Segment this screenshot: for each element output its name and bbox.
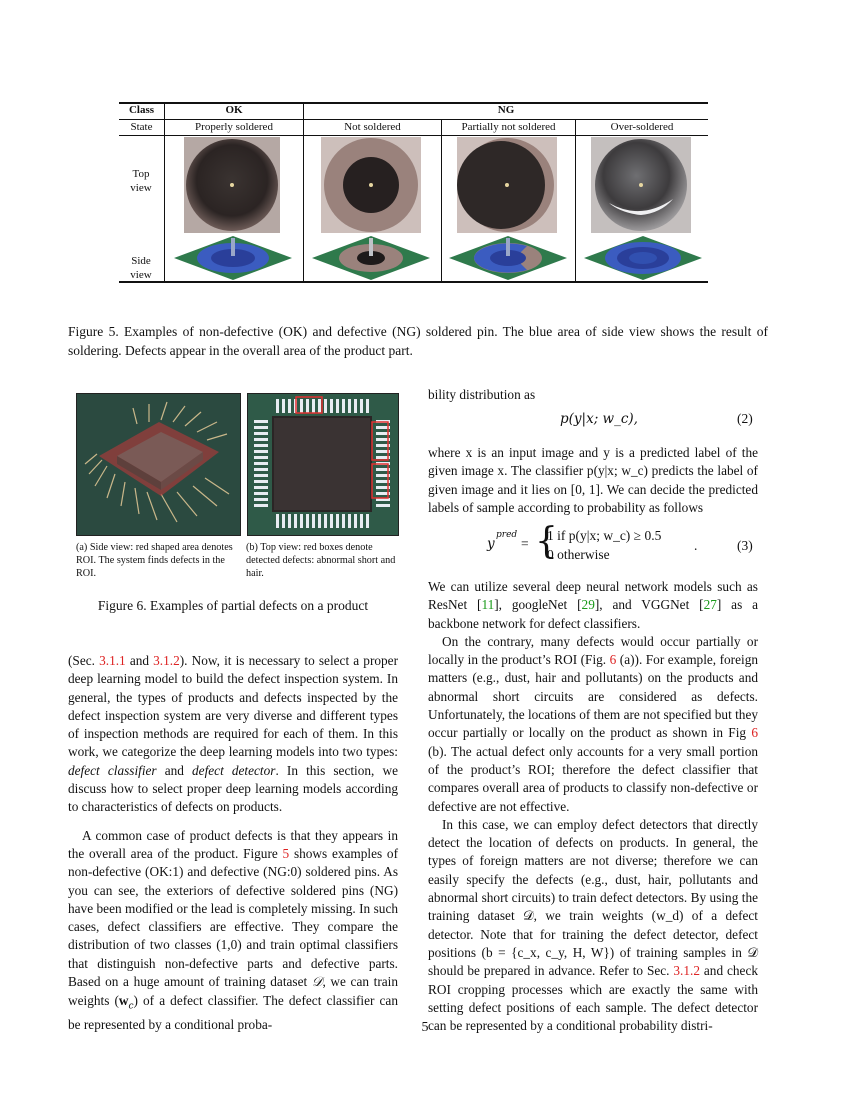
state-not-soldered: Not soldered: [344, 121, 401, 133]
side-view-not-soldered: [312, 236, 430, 280]
right-column-top: [428, 386, 758, 404]
state-properly-soldered: Properly soldered: [195, 121, 273, 133]
paragraph-classifier: A common case of product defects is that they appears in the overall area of the product. Figure 5 shows examples of non-defective (OK:1) and defective (NG:0) soldered pins. As you can see, the exteriors of defective soldered pins (NG) have been modified or the lead is completely missing. In such cases, defect classifiers are effective. They compare the distribution of two classes (1,0) and train optimal classifiers that distinguish non-defective parts and defective parts. Based on a huge amount of training dataset 𝒟, we can train weights $(w_c)$ of a defect classifier. The defect classifier can be represented by a conditional proba-: [68, 827, 398, 1033]
figure-5-table: [119, 102, 708, 282]
figure-6-caption: Figure 6. Examples of partial defects on a product: [97, 598, 369, 613]
ref-11[interactable]: 11: [481, 597, 495, 613]
side-view-over-soldered: [584, 236, 702, 280]
header-class: Class: [128, 104, 155, 116]
right-column-body: [428, 578, 758, 1035]
page-number: 5: [421, 1020, 429, 1035]
paragraph-backbones: We can utilize several deep neural network models such as ResNet [11], googleNet [29], and VGGNet [27] as a backbone network for defect classifiers.: [428, 579, 758, 631]
state-partially-not-soldered: Partially not soldered: [461, 121, 556, 133]
figure-5-caption: Figure 5. Examples of non-defective (OK) and defective (NG) soldered pin. The blue area of side view shows the result of soldering. Defects appear in the overall area of the product part.: [68, 324, 768, 358]
ref-figure-6b[interactable]: 6: [751, 725, 758, 741]
ref-figure-5[interactable]: 5: [282, 845, 290, 861]
ref-sec-3-1-2-b[interactable]: 3.1.2: [673, 963, 700, 979]
equation-2-number: (2): [737, 411, 753, 426]
figure-6b-image: [247, 393, 399, 536]
ref-figure-6a[interactable]: 6: [609, 652, 617, 668]
ref-29[interactable]: 29: [581, 597, 595, 613]
left-column-text: [68, 652, 398, 1035]
top-view-over-soldered: [591, 137, 691, 233]
top-view-partially-not-soldered: [457, 137, 557, 233]
figure-6b-subcaption: (b) Top view: red boxes denote detected defects: abnormal short and hair.: [246, 542, 396, 579]
paragraph-where-x: where x is an input image and y is a predicted label of the given image x. The classifier p(y|x; w_c) predicts the label of given image and it lies on [0, 1]. We can decide the predicted labels of sample according to probability as follows: [428, 445, 758, 515]
state-label: State: [130, 121, 153, 133]
row-label-top-view: Top view: [130, 168, 152, 194]
state-over-soldered: Over-soldered: [610, 121, 674, 133]
equation-2: p(y|x; w_c),: [560, 411, 638, 427]
ref-sec-3-1-2[interactable]: 3.1.2: [153, 653, 180, 668]
top-view-properly-soldered: [184, 137, 280, 233]
paragraph-detectors: In this case, we can employ defect detectors that directly detect the location of defects on products. In general, the types of foreign matters are not diverse; therefore we can easily specify the defects (e.g., dust, hair, pollutants and abnormal short circuits) to train defect detectors. By using the training dataset 𝒟, we train weights (w_d) of a defect detector. Note that for training the defect detector, defect positions (b = {c_x, c_y, H, W}) of training samples in 𝒟 should be prepared in advance. Refer to Sec. 3.1.2 and check ROI cropping processes which are exactly the same with setting defect positions of each sample. The defect detector can be represented by a conditional probability distri-: [428, 816, 758, 1034]
top-view-not-soldered: [321, 137, 421, 233]
figure-6a-image: [76, 393, 241, 536]
header-ng: NG: [497, 104, 515, 116]
row-label-side-view: Side view: [130, 255, 152, 281]
ref-sec-3-1-1[interactable]: 3.1.1: [99, 653, 126, 668]
equation-3: y pred = { 1 if p(y|x; w_c) ≥ 0.5 0 otherwise . (3): [487, 521, 753, 562]
paragraph-model-selection: (Sec. 3.1.1 and 3.1.2). Now, it is necessary to select a proper deep learning model to build the defect inspection system. In general, the types of products and defects inspected by the defect inspection system are very diverse and different types of inspection methods are required for each of them. In this work, we categorize the deep learning models into two types: defect classifier and defect detector. In this section, we discuss how to select proper deep learning models according to characteristics of defects on products.: [68, 653, 398, 815]
side-view-properly-soldered: [174, 236, 292, 280]
ref-27[interactable]: 27: [703, 597, 717, 613]
figure-6a-subcaption: (a) Side view: red shaped area denotes ROI. The system finds defects in the ROI.: [76, 542, 233, 579]
paragraph-bility: bility distribution as: [428, 387, 536, 402]
side-view-partially-not-soldered: [449, 236, 567, 280]
paragraph-partial-defects: On the contrary, many defects would occur partially or locally in the product’s ROI (Fig. 6 (a)). For example, foreign matters (e.g., dust, hair and pollutants) on the products and abnormal short circuits are considered as defects. Unfortunately, the locations of them are not specified but they occur partially or locally on the product as shown in Fig 6 (b). The actual defect only accounts for a very small portion of the product’s ROI; therefore the defect classifier that compares overall area of products to classify non-defective or defective are not effective.: [428, 633, 759, 814]
header-ok: OK: [225, 104, 243, 116]
